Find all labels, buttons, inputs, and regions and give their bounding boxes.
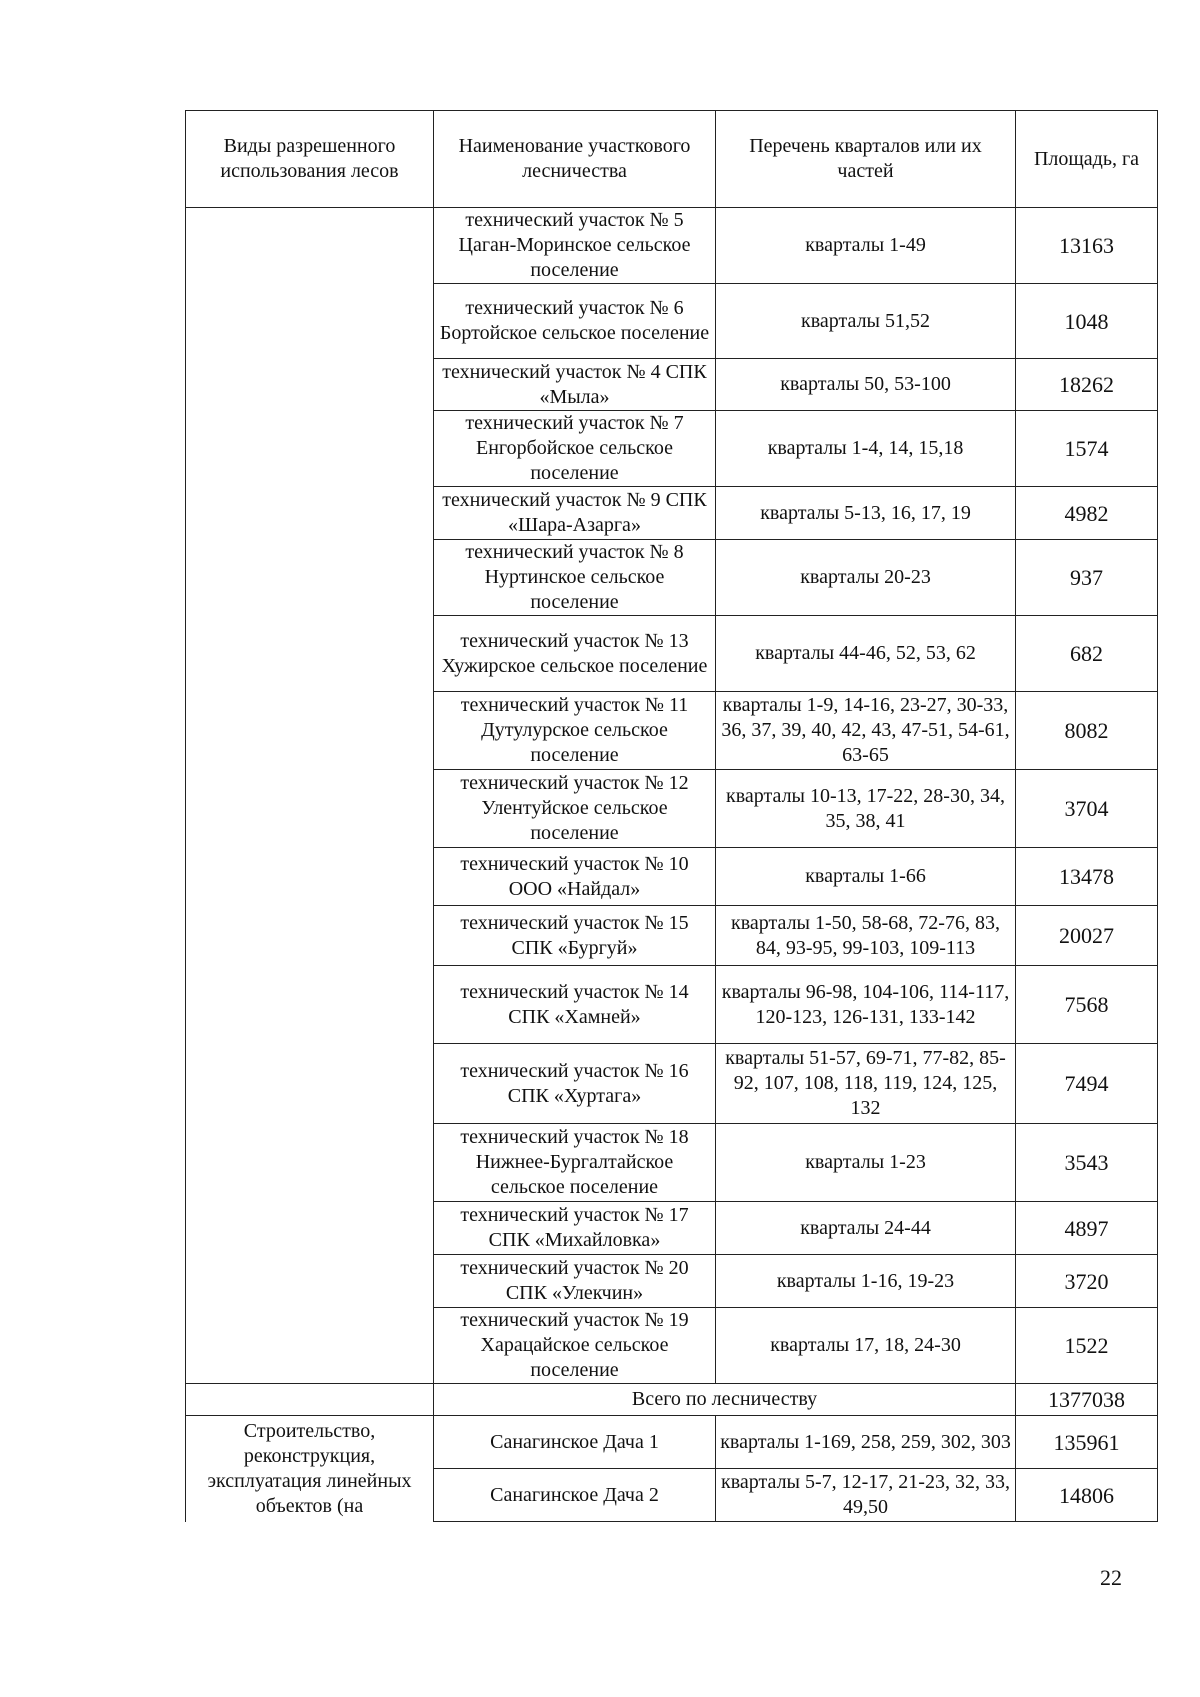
area-value: 13163 — [1016, 208, 1158, 284]
forestry-name: технический участок № 10 ООО «Найдал» — [434, 848, 716, 906]
quarters-list: кварталы 5-13, 16, 17, 19 — [716, 487, 1016, 540]
header-use-type: Виды разрешенного использования лесов — [186, 111, 434, 208]
forestry-name: технический участок № 7 Енгорбойское сельское поселение — [434, 411, 716, 487]
forestry-name: технический участок № 19 Харацайское сельское поселение — [434, 1308, 716, 1384]
total-label: Всего по лесничеству — [434, 1384, 1016, 1416]
area-value: 8082 — [1016, 692, 1158, 770]
forestry-name: технический участок № 17 СПК «Михайловка» — [434, 1202, 716, 1255]
area-value: 20027 — [1016, 906, 1158, 966]
forestry-name: технический участок № 12 Улентуйское сельское поселение — [434, 770, 716, 848]
quarters-list: кварталы 1-50, 58-68, 72-76, 83, 84, 93-95, 99-103, 109-113 — [716, 906, 1016, 966]
quarters-list: кварталы 10-13, 17-22, 28-30, 34, 35, 38, 41 — [716, 770, 1016, 848]
quarters-list: кварталы 5-7, 12-17, 21-23, 32, 33, 49,50 — [716, 1469, 1016, 1522]
area-value: 7494 — [1016, 1044, 1158, 1124]
quarters-list: кварталы 1-16, 19-23 — [716, 1255, 1016, 1308]
forestry-name: технический участок № 14 СПК «Хамней» — [434, 966, 716, 1044]
quarters-list: кварталы 96-98, 104-106, 114-117, 120-123, 126-131, 133-142 — [716, 966, 1016, 1044]
quarters-list: кварталы 1-169, 258, 259, 302, 303 — [716, 1416, 1016, 1469]
forestry-name: технический участок № 6 Бортойское сельское поселение — [434, 284, 716, 359]
total-use-type-empty — [186, 1384, 434, 1416]
quarters-list: кварталы 1-23 — [716, 1124, 1016, 1202]
header-quarters: Перечень кварталов или их частей — [716, 111, 1016, 208]
area-value: 18262 — [1016, 359, 1158, 411]
quarters-list: кварталы 24-44 — [716, 1202, 1016, 1255]
table-header-row — [186, 111, 1158, 208]
quarters-list: кварталы 20-23 — [716, 540, 1016, 616]
forestry-name: технический участок № 16 СПК «Хуртага» — [434, 1044, 716, 1124]
quarters-list: кварталы 44-46, 52, 53, 62 — [716, 616, 1016, 692]
use-type-construction: Строительство, реконструкция, эксплуатация линейных объектов (на — [186, 1416, 434, 1522]
forestry-name: технический участок № 11 Дутулурское сельское поселение — [434, 692, 716, 770]
quarters-list: кварталы 1-9, 14-16, 23-27, 30-33, 36, 37, 39, 40, 42, 43, 47-51, 54-61, 63-65 — [716, 692, 1016, 770]
area-value: 4982 — [1016, 487, 1158, 540]
forestry-name: технический участок № 4 СПК «Мыла» — [434, 359, 716, 411]
use-type-cell-empty — [186, 208, 434, 1384]
header-area: Площадь, га — [1016, 111, 1158, 208]
header-forestry-name: Наименование участкового лесничества — [434, 111, 716, 208]
forestry-name: технический участок № 13 Хужирское сельское поселение — [434, 616, 716, 692]
forestry-name: технический участок № 18 Нижнее-Бургалтайское сельское поселение — [434, 1124, 716, 1202]
quarters-list: кварталы 51,52 — [716, 284, 1016, 359]
area-value: 13478 — [1016, 848, 1158, 906]
table-row — [186, 208, 1158, 284]
table-row — [186, 1416, 1158, 1469]
total-area: 1377038 — [1016, 1384, 1158, 1416]
area-value: 3543 — [1016, 1124, 1158, 1202]
area-value: 682 — [1016, 616, 1158, 692]
total-row — [186, 1384, 1158, 1416]
quarters-list: кварталы 1-49 — [716, 208, 1016, 284]
area-value: 14806 — [1016, 1469, 1158, 1522]
area-value: 1574 — [1016, 411, 1158, 487]
forestry-name: технический участок № 9 СПК «Шара-Азарга» — [434, 487, 716, 540]
area-value: 937 — [1016, 540, 1158, 616]
quarters-list: кварталы 17, 18, 24-30 — [716, 1308, 1016, 1384]
forestry-name: технический участок № 15 СПК «Бургуй» — [434, 906, 716, 966]
forestry-name: технический участок № 20 СПК «Улекчин» — [434, 1255, 716, 1308]
forestry-name: Санагинское Дача 1 — [434, 1416, 716, 1469]
forest-use-table — [185, 110, 1158, 1522]
quarters-list: кварталы 51-57, 69-71, 77-82, 85-92, 107, 108, 118, 119, 124, 125, 132 — [716, 1044, 1016, 1124]
area-value: 1522 — [1016, 1308, 1158, 1384]
quarters-list: кварталы 1-4, 14, 15,18 — [716, 411, 1016, 487]
forestry-name: Санагинское Дача 2 — [434, 1469, 716, 1522]
forestry-name: технический участок № 8 Нуртинское сельское поселение — [434, 540, 716, 616]
forestry-name: технический участок № 5 Цаган-Моринское сельское поселение — [434, 208, 716, 284]
quarters-list: кварталы 1-66 — [716, 848, 1016, 906]
area-value: 3704 — [1016, 770, 1158, 848]
page-number: 22 — [1100, 1565, 1122, 1590]
area-value: 1048 — [1016, 284, 1158, 359]
area-value: 4897 — [1016, 1202, 1158, 1255]
area-value: 7568 — [1016, 966, 1158, 1044]
area-value: 3720 — [1016, 1255, 1158, 1308]
area-value: 135961 — [1016, 1416, 1158, 1469]
quarters-list: кварталы 50, 53-100 — [716, 359, 1016, 411]
